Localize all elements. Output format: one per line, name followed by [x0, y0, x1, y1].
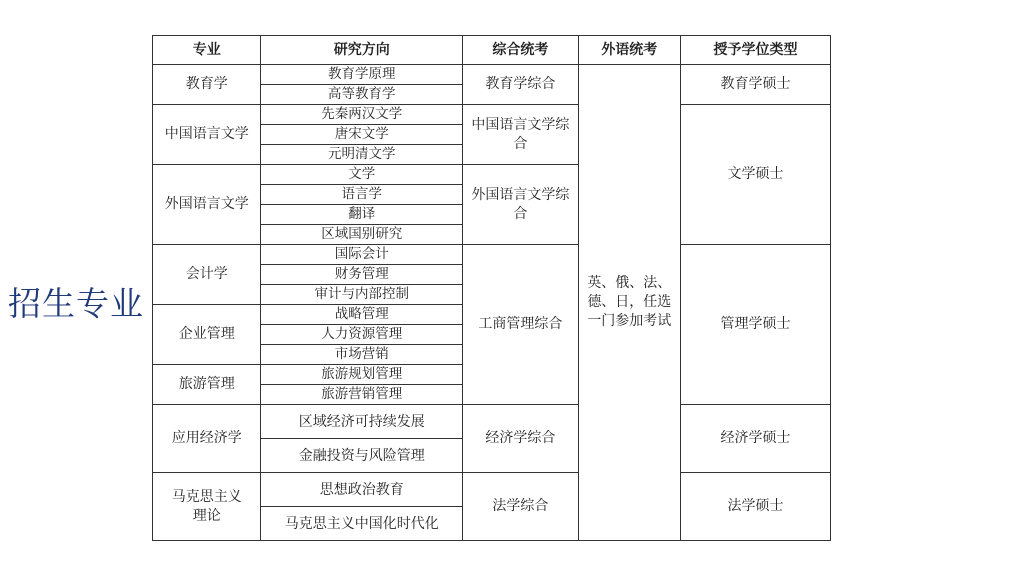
direction-cell: 财务管理 — [261, 265, 463, 285]
joint-exam-cell: 教育学综合 — [463, 65, 579, 105]
table-row — [153, 245, 831, 265]
direction-cell: 先秦两汉文学 — [261, 105, 463, 125]
header-major: 专业 — [153, 36, 261, 65]
table-row — [153, 105, 831, 125]
direction-cell: 高等教育学 — [261, 85, 463, 105]
degree-cell: 管理学硕士 — [680, 245, 830, 405]
major-cell: 应用经济学 — [153, 405, 261, 473]
direction-cell: 区域国别研究 — [261, 225, 463, 245]
direction-cell: 旅游规划管理 — [261, 365, 463, 385]
enrollment-majors-table — [152, 35, 831, 541]
direction-cell: 元明清文学 — [261, 145, 463, 165]
direction-cell: 马克思主义中国化时代化 — [261, 507, 463, 541]
direction-cell: 国际会计 — [261, 245, 463, 265]
direction-cell: 教育学原理 — [261, 65, 463, 85]
major-cell: 外国语言文学 — [153, 165, 261, 245]
direction-cell: 思想政治教育 — [261, 473, 463, 507]
major-cell: 教育学 — [153, 65, 261, 105]
joint-exam-cell: 法学综合 — [463, 473, 579, 541]
header-direction: 研究方向 — [261, 36, 463, 65]
direction-cell: 市场营销 — [261, 345, 463, 365]
table-row — [153, 65, 831, 85]
direction-cell: 审计与内部控制 — [261, 285, 463, 305]
direction-cell: 翻译 — [261, 205, 463, 225]
degree-cell: 法学硕士 — [680, 473, 830, 541]
direction-cell: 区域经济可持续发展 — [261, 405, 463, 439]
joint-exam-cell: 中国语言文学综合 — [463, 105, 579, 165]
degree-cell: 经济学硕士 — [680, 405, 830, 473]
joint-exam-cell: 工商管理综合 — [463, 245, 579, 405]
direction-cell: 文学 — [261, 165, 463, 185]
major-cell: 旅游管理 — [153, 365, 261, 405]
direction-cell: 金融投资与风险管理 — [261, 439, 463, 473]
direction-cell: 战略管理 — [261, 305, 463, 325]
major-cell: 会计学 — [153, 245, 261, 305]
table-row — [153, 473, 831, 507]
joint-exam-cell: 经济学综合 — [463, 405, 579, 473]
degree-cell: 文学硕士 — [680, 105, 830, 245]
header-foreign-exam: 外语统考 — [578, 36, 680, 65]
direction-cell: 唐宋文学 — [261, 125, 463, 145]
foreign-exam-cell: 英、俄、法、德、日，任选一门参加考试 — [578, 65, 680, 541]
major-cell: 马克思主义理论 — [153, 473, 261, 541]
major-cell: 企业管理 — [153, 305, 261, 365]
table-row — [153, 405, 831, 439]
major-cell: 中国语言文学 — [153, 105, 261, 165]
page-side-title: 招生专业 — [8, 284, 144, 323]
header-joint-exam: 综合统考 — [463, 36, 579, 65]
direction-cell: 旅游营销管理 — [261, 385, 463, 405]
degree-cell: 教育学硕士 — [680, 65, 830, 105]
joint-exam-cell: 外国语言文学综合 — [463, 165, 579, 245]
header-degree-type: 授予学位类型 — [680, 36, 830, 65]
direction-cell: 语言学 — [261, 185, 463, 205]
direction-cell: 人力资源管理 — [261, 325, 463, 345]
